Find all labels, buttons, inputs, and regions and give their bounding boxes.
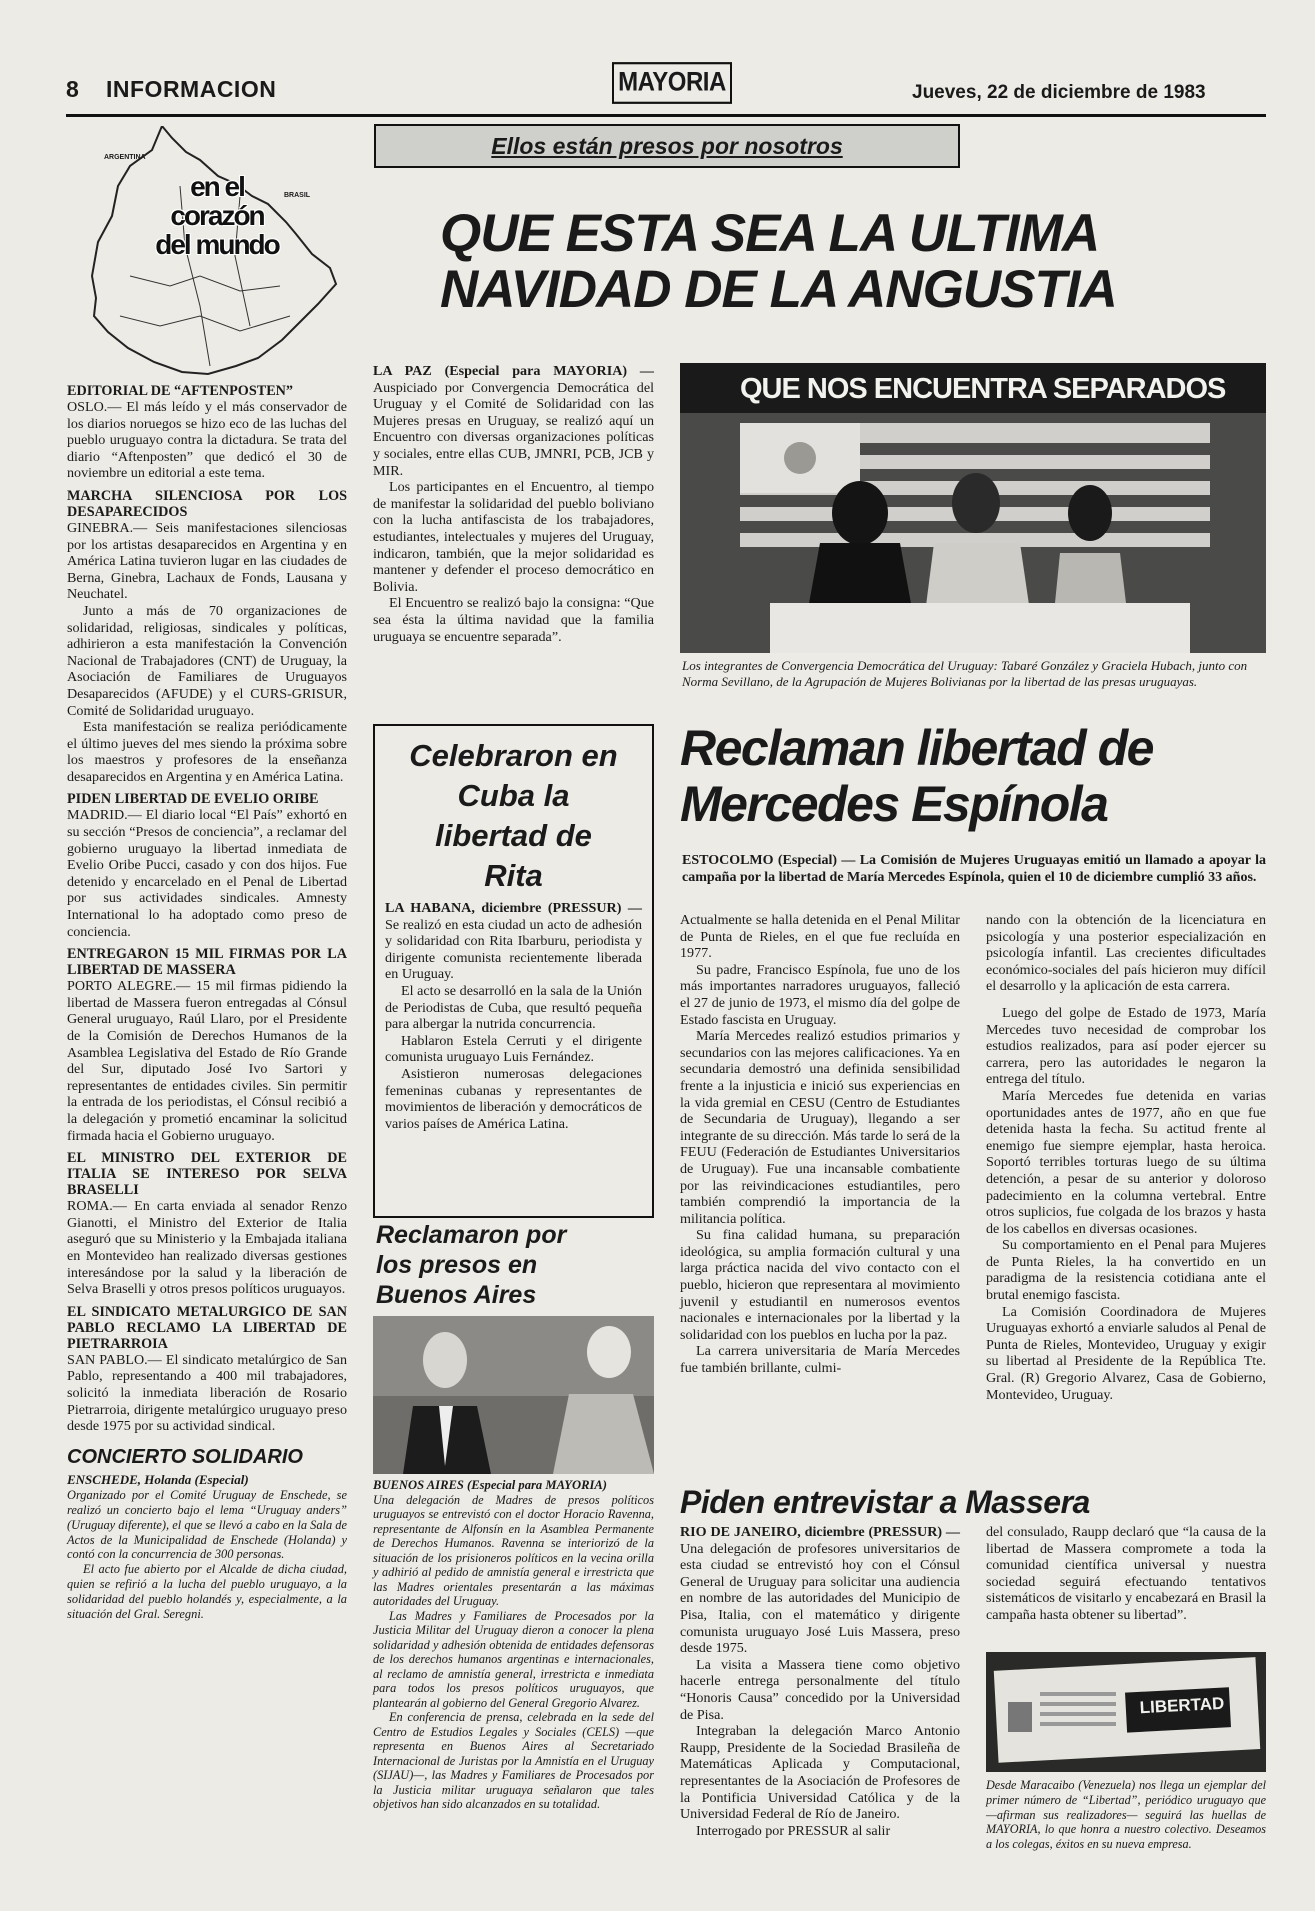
cuba-dateline: LA HABANA, diciembre (PRESSUR) —	[385, 900, 642, 916]
page-date: Jueves, 22 de diciembre de 1983	[912, 82, 1206, 103]
baires-para-0: Una delegación de Madres de presos políticos uruguayos se entrevistó con el doctor Horacio Ravenna, representante de Alfonsín en la Asamblea Permanente de Derechos Humanos. Ravenna se interiorizó de la situación de los prisioneros políticos en la vecina orilla y adhirió al pedido de amnistía general e irrestricta que las Madres orientales presentarán a las máximas autoridades del Uruguay.	[373, 1492, 654, 1608]
main-headline	[440, 206, 1117, 318]
mercedes-title	[680, 720, 1280, 832]
baires-article	[373, 1478, 654, 1812]
lapaz-para-0-text: Auspiciado por Convergencia Democrática del Uruguay y el Comité de Solidaridad con las Mujeres presas en Uruguay, se realizó aquí un Encuentro con diversas organizaciones políticas y sociales, entre ellas CUB, JMNRI, PCB, JCB y MIR.	[373, 379, 654, 479]
massera-col-b	[986, 1524, 1266, 1624]
mercedes-col-b	[986, 912, 1266, 1403]
massera-para-1: La visita a Massera tiene como objetivo hacerle entrega personalmente del título “Honoris Causa” concedido por la Universidad de Pisa.	[680, 1656, 960, 1723]
concierto-para-0: Organizado por el Comité Uruguay de Enschede, se realizó un concierto bajo el lema “Uruguay anders” (Uruguay diferente), el que se llevó a cabo en la Sala de Actos de la Municipalidad de Enschede (Holanda) y contó con la concurrencia de 300 personas.	[67, 1488, 347, 1562]
massera-para-3: Interrogado por PRESSUR al salir	[696, 1822, 891, 1839]
encuentro-photo-icon	[680, 363, 1266, 653]
col1-para-1-1: Junto a más de 70 organizaciones de solidaridad, religiosas, sindicales y políticas, adhirieron a esta manifestación la Convención Nacional de Trabajadores (CNT) de Uruguay, la Asociación de Familiares de Uruguayos Desaparecidos (AFUDE) y el CURS-GRISUR, Comité de Solidaridad uruguayo.	[67, 602, 347, 719]
mercedes-a-3: Su fina calidad humana, su preparación ideológica, su amplia formación cultural y una larga práctica nacida del vivo contacto con el pueblo, hicieron que representara al movimiento juvenil y estudiantil en numerosos eventos nacionales e internacionales por la libertad y la solidaridad con los pueblos en lucha por la paz.	[680, 1227, 960, 1343]
col1-head-3: ENTREGARON 15 MIL FIRMAS POR LA LIBERTAD DE MASSERA	[67, 946, 347, 979]
main-headline-line2: NAVIDAD DE LA ANGUSTIA	[440, 260, 1117, 319]
massera-title: Piden entrevistar a Massera	[680, 1484, 1090, 1520]
massera-para-2: Integraban la delegación Marco Antonio Raupp, Presidente de la Sociedad Brasileña de Matemáticas Aplicada y Computacional, representantes de la Asociación de Profesores de la Pontificia Universidad Católica y de la Universidad Federal de Río de Janeiro.	[680, 1723, 960, 1823]
lapaz-article	[373, 363, 654, 645]
main-headline-line1: QUE ESTA SEA LA ULTIMA	[440, 204, 1100, 263]
lapaz-para-0	[373, 363, 654, 479]
map-logo-text	[142, 172, 292, 259]
col1-head-0: EDITORIAL DE “AFTENPOSTEN”	[67, 383, 294, 399]
massera-para-0	[680, 1524, 960, 1657]
mercedes-a-2: María Mercedes realizó estudios primarios y secundarios con las mejores calificaciones. Ya en secundaria demostró una definida sensibilidad frente a la injusticia e inició sus experiencias en la vida gremial en CESU (Centro de Estudiantes de Secundaria de Uruguay), llegando a ser integrante de su dirección. Más tarde lo será de la FEUU (Federación de Estudiantes Universitarios de Uruguay). Fue una incansable combatiente por las reivindicaciones estudiantiles, pero también comprendió la importancia de la militancia política.	[680, 1028, 960, 1227]
col1-para-1-2: Esta manifestación se realiza periódicamente el último jueves del mes siendo la próxima sobre los maestros y profesores de la enseñanza desaparecidos en Argentina y en América Latina.	[67, 719, 347, 785]
baires-dateline: BUENOS AIRES (Especial para MAYORIA)	[373, 1478, 607, 1492]
delegation-photo-icon	[373, 1316, 654, 1474]
cuba-para-2: Hablaron Estela Cerruti y el dirigente comunista uruguayo Luis Fernández.	[385, 1032, 642, 1066]
col1-para-2-0: MADRID.— El diario local “El País” exhortó en su sección “Presos de conciencia”, a reclamar del gobierno uruguayo la libertad inmediata de Evelio Oribe Pucci, casado y con dos hijos. Fue detenido y encarcelado en el Penal de Libertad por sus actividades sindicales. Amnesty International lo ha adoptado como preso de conciencia.	[67, 807, 347, 940]
cuba-para-3: Asistieron numerosas delegaciones femeninas cubanas y representantes de movimientos de liberación y democráticos de varios países de América Latina.	[385, 1065, 642, 1132]
map-logo-line2: corazón	[170, 200, 264, 231]
map-label-argentina: ARGENTINA	[104, 154, 146, 161]
cuba-title: Celebraron en Cuba la libertad de Rita	[409, 738, 618, 893]
concierto-dateline: ENSCHEDE, Holanda (Especial)	[67, 1471, 249, 1487]
col1-para-1-0: GINEBRA.— Seis manifestaciones silenciosas por los artistas desaparecidos en Argentina y en América Latina tuvieron lugar en las ciudades de Berna, Ginebra, Lachaux de Fonds, Lausana y Neuchatel.	[67, 519, 347, 603]
baires-title: Reclamaron por los presos en Buenos Aires	[376, 1221, 567, 1309]
mercedes-a-1: Su padre, Francisco Espínola, fue uno de los más importantes narradores uruguayos, falleció el 27 de junio de 1973, el mismo día del golpe de Estado fascista en Uruguay.	[680, 961, 960, 1028]
col1-para-0-0: OSLO.— El más leído y el más conservador de los diarios noruegos se hizo eco de las luchas del pueblo uruguayo contra la dictadura. Se trata del diario “Aftenposten” que dedicó el 30 de noviembre un editorial a este tema.	[67, 399, 347, 482]
lapaz-para-2: El Encuentro se realizó bajo la consigna: “Que sea ésta la última navidad que la familia uruguaya se encuentre separada”.	[373, 595, 654, 645]
baires-para-2: En conferencia de prensa, celebrada en la sede del Centro de Estudios Legales y Sociales (CELS) —que representa en Buenos Aires al Secretariado Internacional de Juristas por la Amnistía en el Uruguay (SIJAU)—, las Madres y Familiares de Procesados por la Justicia militar uruguaya señalaron que tales objetivos han sido alcanzados en su totalidad.	[373, 1710, 654, 1811]
libertad-caption: Desde Maracaibo (Venezuela) nos llega un ejemplar del primer número de “Libertad”, periódico uruguayo que —afirman sus realizadores— seguirá las huellas de MAYORIA, lo que honra a nuestro colectivo. Deseamos a los colegas, éxitos en su nueva empresa.	[986, 1778, 1266, 1852]
encuentro-caption: Los integrantes de Convergencia Democrática del Uruguay: Tabaré González y Graciela Hubach, junto con Norma Sevillano, de la Agrupación de Mujeres Bolivianas por la libertad de las presas uruguayas.	[682, 658, 1248, 689]
col1-para-4-0: ROMA.— En carta enviada al senador Renzo Gianotti, el Ministro del Exterior de Italia aseguró que su Ministerio y la Embajada italiana en Montevideo han realizado diversas gestiones interesándose por la salud y la liberación de Selva Braselli y otros presos políticos uruguayos.	[67, 1198, 347, 1298]
mercedes-title-line2: Mercedes Espínola	[680, 776, 1108, 832]
cuba-para-1: El acto se desarrolló en la sala de la Unión de Periodistas de Cuba, que resultó pequeña para albergar la nutrida concurrencia.	[385, 982, 642, 1033]
mercedes-b-4: La Comisión Coordinadora de Mujeres Uruguayas exhortó a enviarle saludos al Penal de Punta de Rieles, Montevideo, Uruguay y exigir su libertad al Presidente de la República Tte. Gral. (R) Gregorio Alvarez, Casa de Gobierno, Montevideo, Uruguay.	[986, 1303, 1266, 1403]
cuba-para-0	[385, 900, 642, 983]
mercedes-b-3: Su comportamiento en el Penal para Mujeres de Punta Rieles, la ha convertido en un paradigma de la resistencia cotidiana ante el brutal enemigo fascista.	[986, 1237, 1266, 1304]
banner-box	[374, 124, 960, 168]
col1-head-2: PIDEN LIBERTAD DE EVELIO ORIBE	[67, 791, 319, 808]
mercedes-a-4: La carrera universitaria de María Mercedes fue también brillante, culmi-	[680, 1343, 960, 1377]
mercedes-b-1: Luego del golpe de Estado de 1973, María Mercedes tuvo necesidad de comprobar los estudios realizados, para así poder ejercer su carrera, pero las autoridades le negaron la entrega del título.	[986, 1004, 1266, 1088]
page-number: 8	[66, 76, 79, 102]
massera-right: del consulado, Raupp declaró que “la causa de la libertad de Massera compromete a toda la comunidad científica universal y nuestra sociedad seguirá efectuando tentativos sistemáticos de visitarlo y encabezará en Brasil la campaña hasta obtener su libertad”.	[986, 1524, 1266, 1623]
concierto-para-1: El acto fue abierto por el Alcalde de dicha ciudad, quien se refirió a la lucha del pueblo uruguayo, a la solidaridad del pueblo holandés y, especialmente, a la situación del Gral. Seregni.	[67, 1562, 347, 1621]
cuba-para-0-text: Se realizó en esta ciudad un acto de adhesión y solidaridad con Rita Ibarburu, periodista y dirigente comunista recientemente liberada en Uruguay.	[385, 916, 642, 983]
mercedes-b-0: nando con la obtención de la licenciatura en psicología y una posterior especialización en psicología infantil. Las crecientes dificultades económico-sociales del país hicieron muy difícil el desarrollo y la aplicación de esta carrera.	[986, 912, 1266, 995]
lapaz-para-1: Los participantes en el Encuentro, al tiempo de manifestar la solidaridad del pueblo boliviano con la lucha antifascista de los trabajadores, estudiantes, intelectuales y mujeres del Uruguay, indicaron, también, que la mejor solidaridad es mantener y defender el proceso democrático en Bolivia.	[373, 479, 654, 595]
col1-head-1: MARCHA SILENCIOSA POR LOS DESAPARECIDOS	[67, 487, 347, 520]
encuentro-photo	[680, 363, 1266, 653]
mercedes-lead: ESTOCOLMO (Especial) — La Comisión de Mujeres Uruguayas emitió un llamado a apoyar la campaña por la libertad de María Mercedes Espínola, quien el 10 de diciembre cumplió 33 años.	[682, 853, 1266, 885]
cuba-box	[373, 724, 654, 1218]
masthead-logo: MAYORIA	[612, 62, 732, 104]
massera-col-a	[680, 1524, 960, 1839]
massera-para-0-text: Una delegación de profesores universitarios de esta ciudad se entrevistó hoy con el Cónsul General de Uruguay para solicitar una audiencia en nombre de las autoridades del Municipio de Pisa, Italia, con el matemático y dirigente comunista uruguayo José Luis Massera, preso desde 1975.	[680, 1540, 960, 1657]
mercedes-b-2: María Mercedes fue detenida en varias oportunidades antes de 1977, año en que fue detenida hasta la fecha. Su actitud frente al enemigo fue siempre ejemplar, hasta heroica. Soportó terribles torturas luego de su última detención, a pesar de su anterior y doloroso padecimiento en la columna vertebral. Entre otros suplicios, fue colgada de los brazos y hasta de los cabellos en diversas ocasiones.	[986, 1087, 1266, 1237]
header-rule	[66, 114, 1266, 117]
baires-para-1: Las Madres y Familiares de Procesados por la Justicia Militar del Uruguay dieron a conocer la plena solidaridad y adhesión obtenida de entidades defensoras de los derechos humanos argentinas e internacionales, al reclamo de amnistía general, irrestricta e inmediata para todos los presos políticos uruguayos, que plantearán al gobierno del General Gregorio Alvarez.	[373, 1608, 654, 1710]
banner-text: Ellos están presos por nosotros	[491, 133, 843, 159]
col1-para-5-0: SAN PABLO.— El sindicato metalúrgico de San Pablo, representando a 400 mil trabajadores, solicitó la inmediata liberación de Rosario Pietrarroia, dirigente metalúrgico uruguayo preso desde 1975 por su actividad sindical.	[67, 1351, 347, 1435]
lapaz-dateline: LA PAZ (Especial para MAYORIA) —	[373, 363, 654, 379]
concierto-title: CONCIERTO SOLIDARIO	[67, 1445, 303, 1468]
col1-para-3-0: PORTO ALEGRE.— 15 mil firmas pidiendo la libertad de Massera fueron entregadas al Cónsul General uruguayo, Raúl Llaro, por el Presidente de la Comisión de Derechos Humanos de la Asamblea Legislativa del Estado de Río Grande del Sur, diputado José Ivo Sartori y representantes de entidades civiles. Sin permitir la entrada de los periodistas, el Cónsul recibió a la delegación y prometió encaminar la solicitud firmada hacia el Gobierno uruguayo.	[67, 978, 347, 1144]
mercedes-col-a	[680, 912, 960, 1377]
section-title: INFORMACION	[106, 76, 277, 102]
column-1	[67, 383, 347, 1621]
baires-photo	[373, 1316, 654, 1474]
col1-head-5: EL SINDICATO METALURGICO DE SAN PABLO RECLAMO LA LIBERTAD DE PIETRARROIA	[67, 1303, 347, 1352]
libertad-photo	[986, 1652, 1266, 1772]
map-logo-line3: del mundo	[155, 229, 279, 260]
col1-head-4: EL MINISTRO DEL EXTERIOR DE ITALIA SE INTERESO POR SELVA BRASELLI	[67, 1150, 347, 1199]
map-logo-line1: en el	[190, 171, 244, 202]
encuentro-banner-text: QUE NOS ENCUENTRA SEPARADOS	[740, 373, 1226, 405]
massera-dateline: RIO DE JANEIRO, diciembre (PRESSUR) —	[680, 1524, 960, 1540]
mercedes-title-line1: Reclaman libertad de	[680, 720, 1153, 776]
map-label-brasil: BRASIL	[284, 192, 311, 199]
uruguay-map-logo	[90, 126, 340, 378]
libertad-masthead: LIBERTAD	[1139, 1693, 1225, 1718]
mercedes-a-0: Actualmente se halla detenida en el Penal Militar de Punta de Rieles, en el que fue recluída en 1977.	[680, 912, 960, 962]
